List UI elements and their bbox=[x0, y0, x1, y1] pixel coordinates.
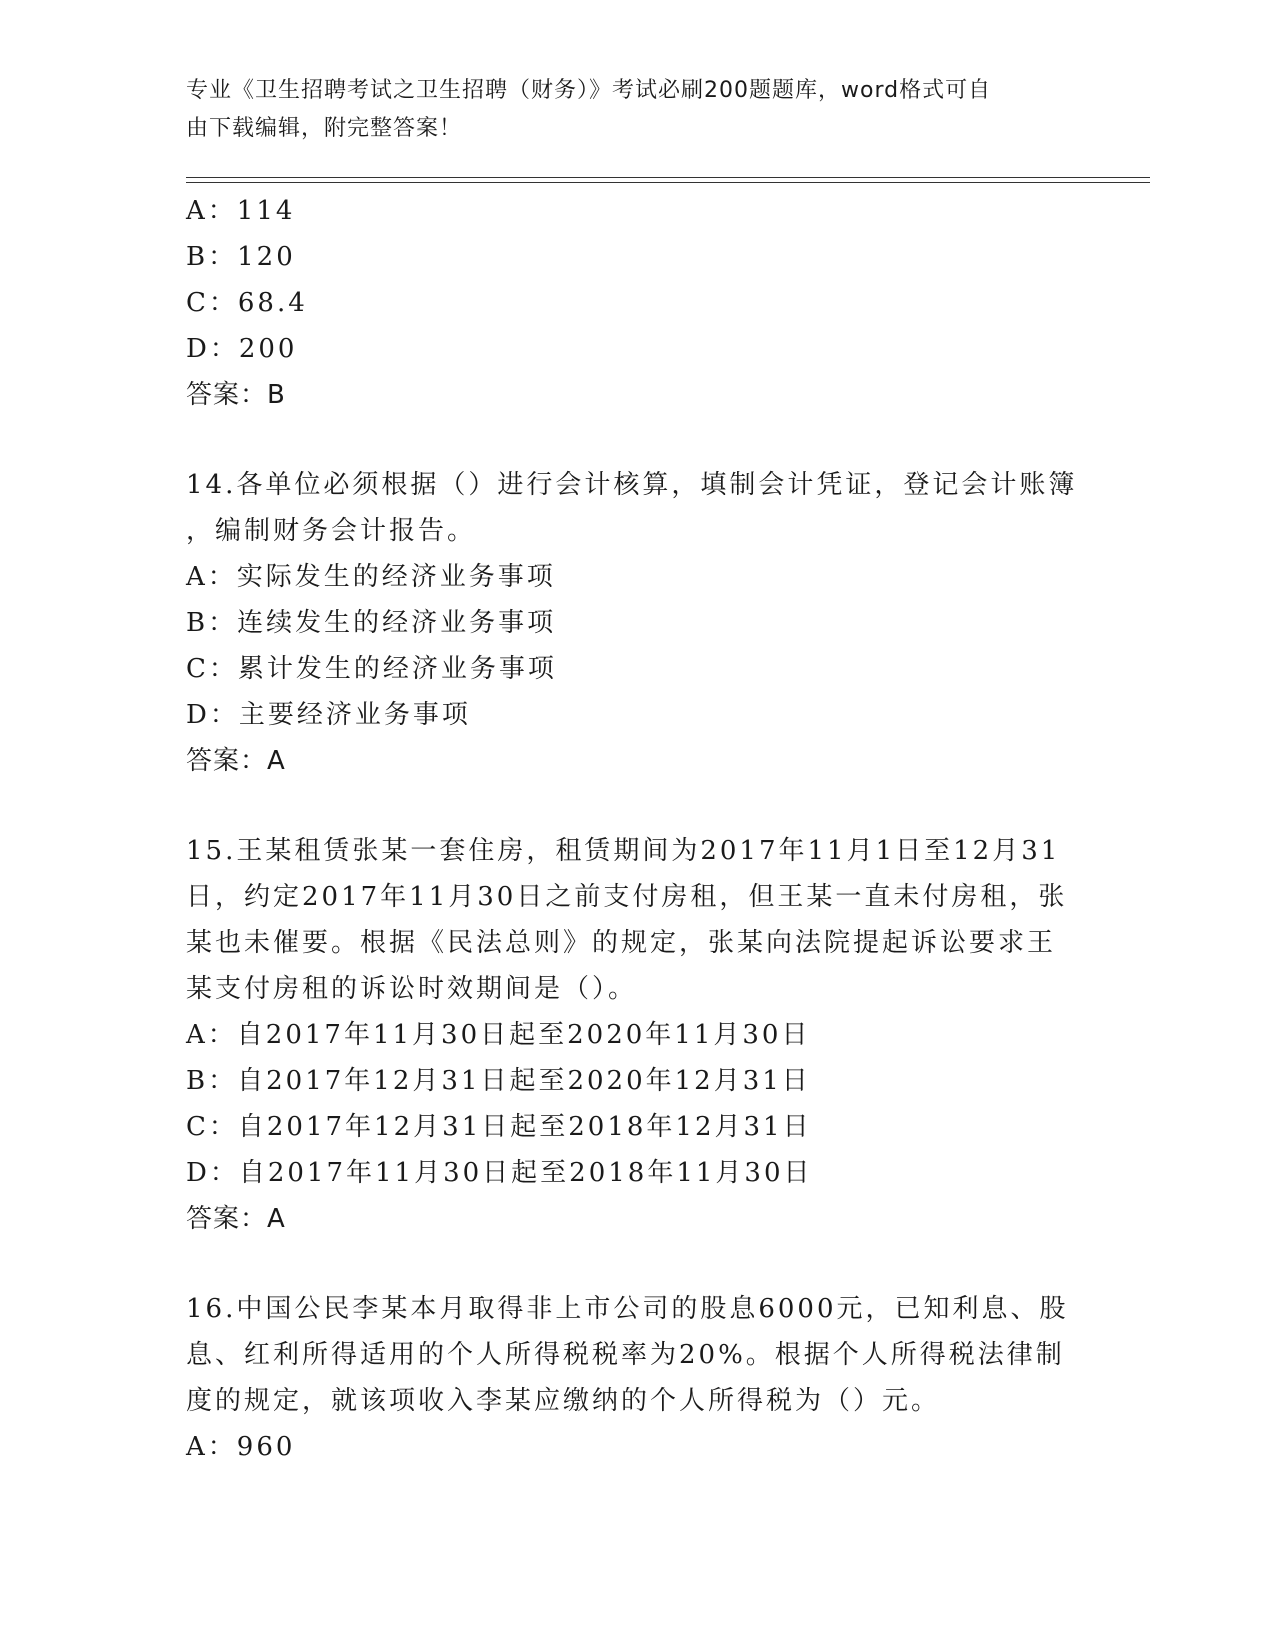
answer-line: 答案：B bbox=[186, 380, 286, 410]
question-stem-line: 15.王某租赁张某一套住房，租赁期间为2017年11月1日至12月31 bbox=[186, 836, 1061, 866]
question-stem-line: 某也未催要。根据《民法总则》的规定，张某向法院提起诉讼要求王 bbox=[186, 928, 1057, 958]
question-stem-line: 度的规定，就该项收入李某应缴纳的个人所得税为（）元。 bbox=[186, 1386, 941, 1416]
question-stem-line: 14.各单位必须根据（）进行会计核算，填制会计凭证，登记会计账簿 bbox=[186, 470, 1078, 500]
header-line-2: 由下载编辑，附完整答案！ bbox=[186, 116, 463, 141]
document-body bbox=[186, 188, 1078, 1470]
option-d: D：主要经济业务事项 bbox=[186, 700, 471, 730]
header-divider-top bbox=[186, 177, 1150, 178]
question-stem-line: 16.中国公民李某本月取得非上市公司的股息6000元，已知利息、股 bbox=[186, 1294, 1069, 1324]
option-c: C：自2017年12月31日起至2018年12月31日 bbox=[186, 1112, 812, 1142]
question-13-block bbox=[186, 188, 1066, 418]
document-header bbox=[186, 72, 1066, 148]
option-a: A：960 bbox=[186, 1432, 296, 1462]
option-b: B：自2017年12月31日起至2020年12月31日 bbox=[186, 1066, 811, 1096]
header-divider-bottom bbox=[186, 182, 1150, 183]
option-c: C：68.4 bbox=[186, 288, 308, 318]
question-15-block bbox=[186, 828, 1066, 1242]
answer-line: 答案：A bbox=[186, 746, 286, 776]
option-b: B：连续发生的经济业务事项 bbox=[186, 608, 557, 638]
option-d: D：200 bbox=[186, 334, 298, 364]
option-a: A：114 bbox=[186, 196, 296, 226]
question-stem-line: 日，约定2017年11月30日之前支付房租，但王某一直未付房租，张 bbox=[186, 882, 1068, 912]
question-spacer bbox=[186, 418, 1066, 462]
question-spacer bbox=[186, 1242, 1066, 1286]
question-14-block bbox=[186, 462, 1078, 784]
question-stem-line: ，编制财务会计报告。 bbox=[186, 516, 477, 546]
answer-line: 答案：A bbox=[186, 1204, 286, 1234]
option-b: B：120 bbox=[186, 242, 296, 272]
question-stem-line: 息、红利所得适用的个人所得税税率为20%。根据个人所得税法律制 bbox=[186, 1340, 1065, 1370]
option-c: C：累计发生的经济业务事项 bbox=[186, 654, 557, 684]
question-spacer bbox=[186, 784, 1066, 828]
option-d: D：自2017年11月30日起至2018年11月30日 bbox=[186, 1158, 813, 1188]
question-stem-line: 某支付房租的诉讼时效期间是（）。 bbox=[186, 974, 638, 1004]
question-16-block bbox=[186, 1286, 1069, 1470]
header-line-1: 专业《卫生招聘考试之卫生招聘（财务）》考试必刷200题题库，word格式可自 bbox=[186, 78, 992, 103]
option-a: A：实际发生的经济业务事项 bbox=[186, 562, 556, 592]
option-a: A：自2017年11月30日起至2020年11月30日 bbox=[186, 1020, 811, 1050]
